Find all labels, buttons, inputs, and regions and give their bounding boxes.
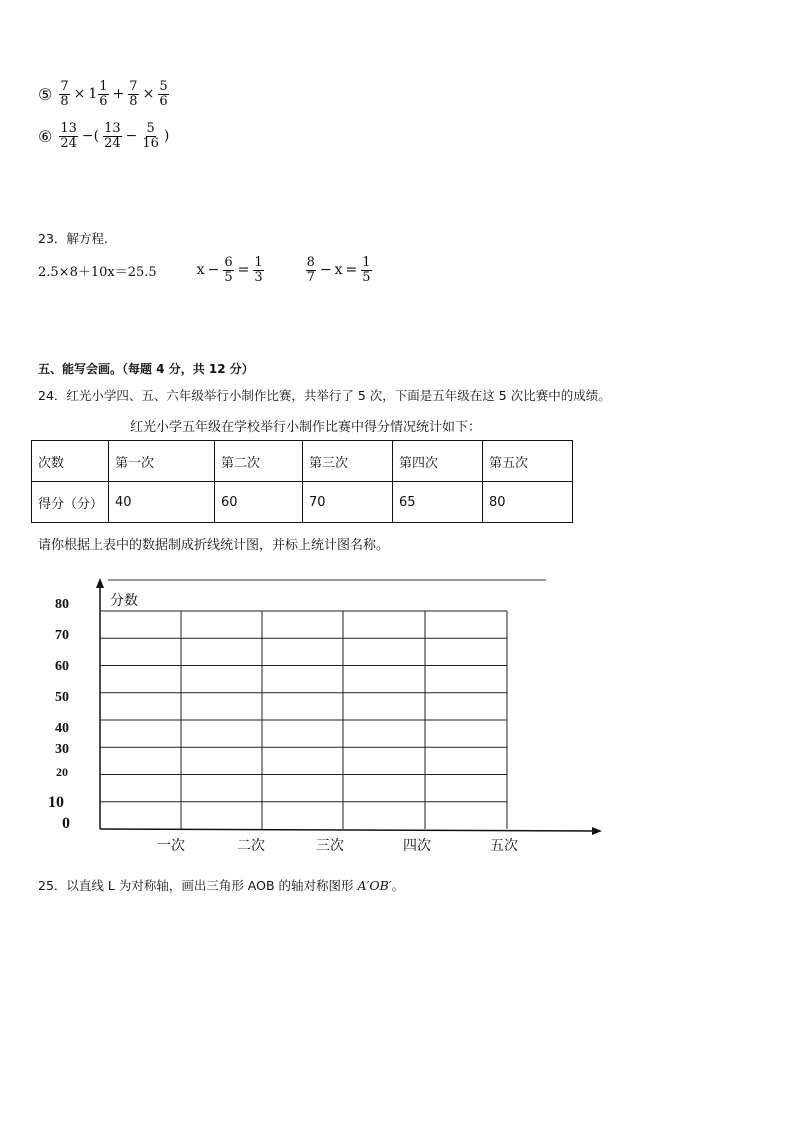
x-axis-arrow-icon	[592, 827, 602, 835]
fraction: $\frac{5}{16}$	[142, 121, 159, 151]
variable: x	[334, 262, 343, 279]
table-row	[32, 482, 573, 523]
question-25-prefix: 25．以直线 L 为对称轴，画出三角形 AOB 的轴对称图形	[38, 878, 358, 893]
question-24-instruction: 请你根据上表中的数据制成折线统计图，并标上统计图名称。	[38, 538, 390, 553]
operator: −	[207, 262, 220, 279]
fraction: $\frac{6}{5}$	[224, 255, 233, 285]
fraction: $\frac{7}{8}$	[129, 79, 138, 109]
x-tick-label: 五次	[490, 838, 518, 854]
operator: ×	[142, 86, 155, 103]
table-cell: 得分（分）	[32, 482, 109, 523]
y-tick-label: 0	[62, 815, 70, 832]
table-cell: 第二次	[215, 441, 303, 482]
table-cell: 第五次	[483, 441, 573, 482]
table-cell: 70	[303, 482, 393, 523]
question-23-title: 23．解方程.	[38, 231, 108, 246]
table-cell: 第三次	[303, 441, 393, 482]
question-24-text: 24．红光小学四、五、六年级举行小制作比赛，共举行了 5 次，下面是五年级在这 5 次比赛中的成绩。	[38, 388, 611, 403]
operator: +	[112, 86, 125, 103]
question-25-text	[38, 876, 404, 894]
operator: −(	[81, 128, 100, 145]
x-tick-label: 四次	[403, 838, 431, 854]
x-tick-label: 一次	[157, 838, 185, 854]
fraction: $\frac{1}{5}$	[362, 255, 371, 285]
table-cell: 第四次	[393, 441, 483, 482]
x-axis	[100, 829, 594, 831]
y-tick-label: 30	[55, 742, 69, 757]
fraction: $\frac{13}{24}$	[104, 121, 121, 151]
y-tick-label: 10	[48, 794, 64, 811]
table-cell: 次数	[32, 441, 109, 482]
expression-6	[38, 122, 172, 150]
operator: )	[163, 128, 170, 145]
question-25-suffix: 。	[391, 878, 405, 893]
fraction: $\frac{1}{3}$	[254, 255, 263, 285]
table-cell: 80	[483, 482, 573, 523]
expression-5	[38, 80, 170, 108]
table-cell: 40	[109, 482, 215, 523]
operator: ×	[73, 86, 86, 103]
fraction: $\frac{8}{7}$	[306, 255, 315, 285]
fraction: $\frac{13}{24}$	[60, 121, 77, 151]
y-tick-label: 50	[55, 690, 69, 705]
question-23-equations	[38, 256, 373, 284]
y-tick-label: 80	[55, 597, 69, 612]
operator: −	[125, 128, 138, 145]
table-header-row	[32, 441, 573, 482]
y-tick-label: 20	[56, 765, 68, 779]
equation-3	[305, 256, 373, 284]
table-caption: 红光小学五年级在学校举行小制作比赛中得分情况统计如下：	[130, 420, 482, 435]
fraction: $\frac{7}{8}$	[60, 79, 69, 109]
fraction: $\frac{5}{6}$	[159, 79, 168, 109]
y-axis-arrow-icon	[96, 578, 104, 588]
operator: =	[345, 262, 358, 279]
score-table	[31, 440, 573, 523]
table-cell: 60	[215, 482, 303, 523]
x-tick-label: 二次	[237, 838, 265, 854]
x-tick-label: 三次	[316, 838, 344, 854]
operator: −	[319, 262, 332, 279]
equation-1: 2.5×8＋10x＝25.5	[38, 264, 157, 280]
equation-2	[197, 256, 265, 284]
operator: =	[237, 262, 250, 279]
figure-label: A′OB′	[357, 878, 392, 893]
y-tick-label: 70	[55, 628, 69, 643]
section-heading: 五、能写会画。（每题 4 分，共 12 分）	[38, 362, 254, 376]
y-tick-label: 40	[55, 721, 69, 736]
mixed-number-whole: 1	[88, 86, 98, 103]
item-marker: ⑤	[38, 84, 53, 104]
grid-lines	[100, 611, 507, 829]
line-chart-grid	[0, 570, 794, 870]
y-tick-label: 60	[55, 659, 69, 674]
fraction: $\frac{1}{6}$	[99, 79, 108, 109]
y-axis-label: 分数	[110, 593, 138, 609]
table-cell: 65	[393, 482, 483, 523]
variable: x	[196, 262, 205, 279]
table-cell: 第一次	[109, 441, 215, 482]
item-marker: ⑥	[38, 126, 53, 146]
